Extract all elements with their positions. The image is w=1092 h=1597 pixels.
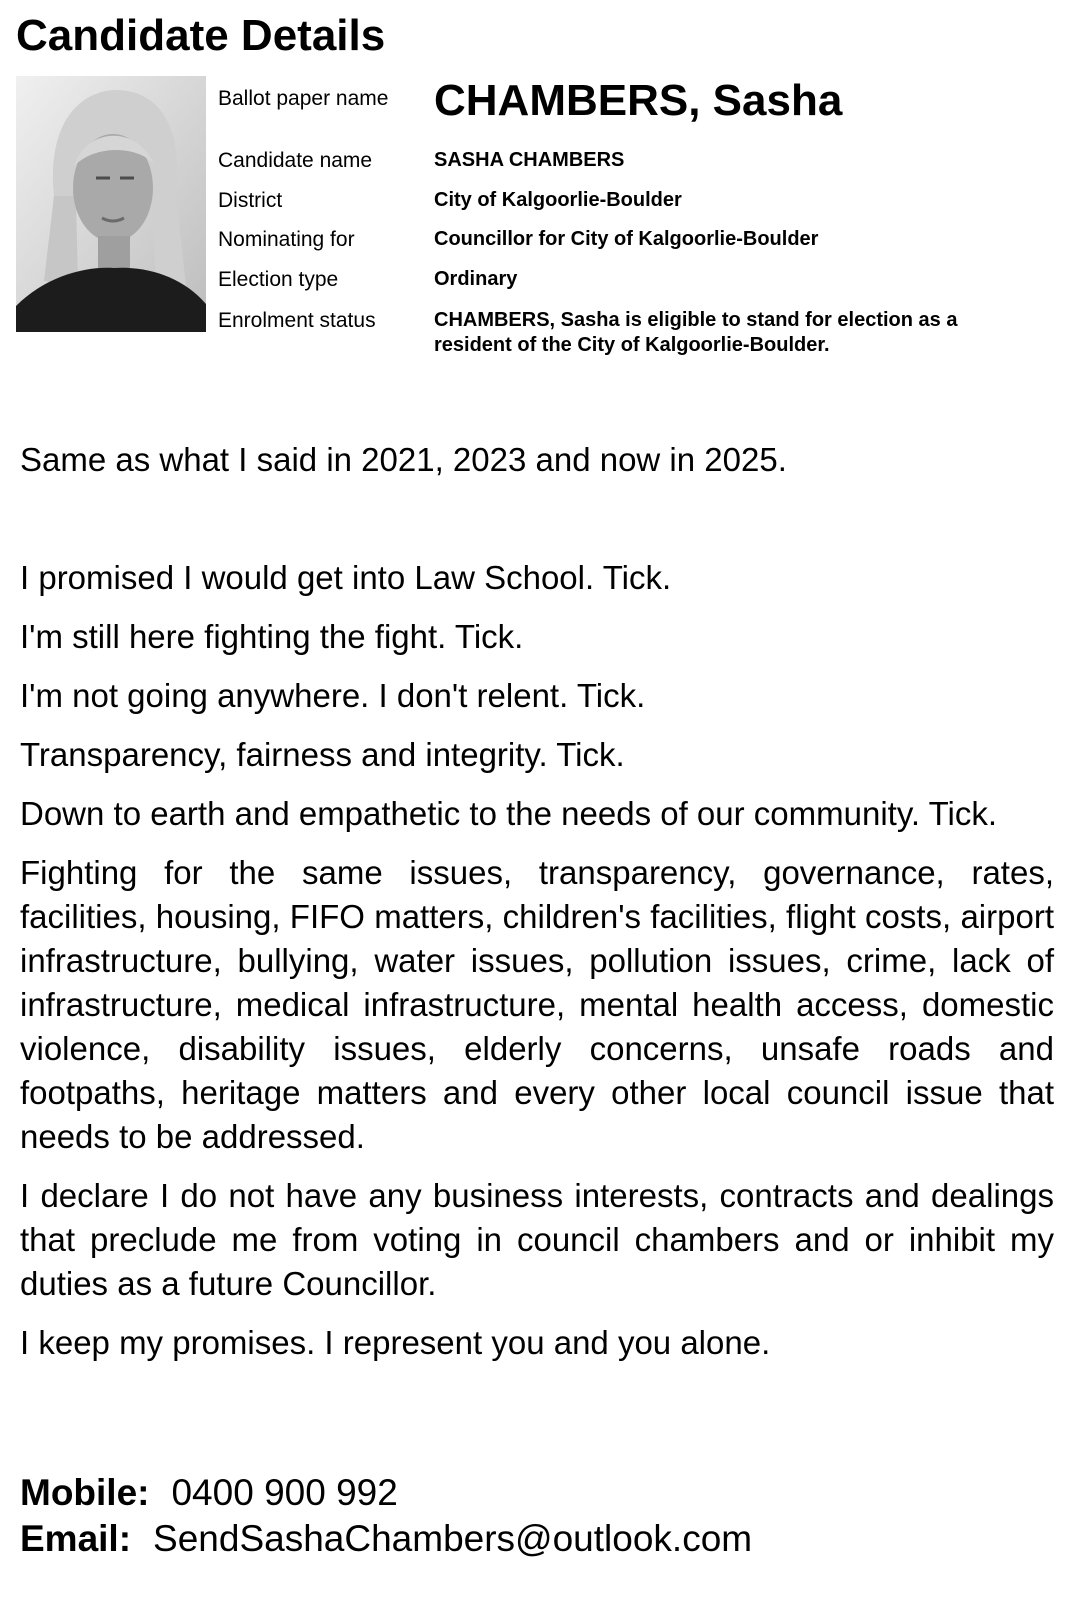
email-label: Email: (20, 1518, 132, 1559)
candidate-name-value: SASHA CHAMBERS (434, 149, 625, 171)
statement-paragraph: Down to earth and empathetic to the needs of our community. Tick. (20, 795, 998, 832)
statement-paragraph: I keep my promises. I represent you and you alone. (20, 1324, 771, 1361)
candidate-name-label: Candidate name (218, 149, 373, 172)
nominating-for-label: Nominating for (218, 228, 355, 251)
portrait-image (16, 76, 206, 332)
statement-paragraph: I declare I do not have any business interests, contracts and dealings that preclude me from voting in council chambers and or inhibit my duties as a future Councillor. (20, 1177, 1054, 1302)
enrolment-status-value: CHAMBERS, Sasha is eligible to stand for election as a resident of the City of Kalgoorlie-Boulder. (434, 309, 958, 356)
page-title: Candidate Details (16, 11, 386, 60)
election-type-value: Ordinary (434, 268, 518, 290)
email-address[interactable]: SendSashaChambers@outlook.com (153, 1518, 753, 1559)
district-label: District (218, 189, 283, 212)
statement-paragraph: Same as what I said in 2021, 2023 and now in 2025. (20, 441, 787, 478)
contact-details (20, 1470, 752, 1562)
candidate-photo (16, 76, 206, 332)
statement-paragraph: Fighting for the same issues, transparency, governance, rates, facilities, housing, FIFO matters, children's facilities, flight costs, airport infrastructure, bullying, water issues, pollution issues, crime, lack of infrastructure, medical infrastructure, mental health access, domestic violence, disability issues, elderly concerns, unsafe roads and footpaths, heritage matters and every other local council issue that needs to be addressed. (20, 854, 1054, 1155)
mobile-label: Mobile: (20, 1472, 150, 1513)
election-type-label: Election type (218, 268, 339, 291)
nominating-for-value: Councillor for City of Kalgoorlie-Boulder (434, 228, 819, 250)
district-value: City of Kalgoorlie-Boulder (434, 189, 682, 211)
candidate-statement (20, 438, 1054, 1380)
mobile-number: 0400 900 992 (171, 1472, 398, 1513)
statement-paragraph: I'm not going anywhere. I don't relent. Tick. (20, 677, 646, 714)
enrolment-status-label: Enrolment status (218, 309, 376, 332)
ballot-paper-name-value: CHAMBERS, Sasha (434, 76, 843, 125)
statement-paragraph: I'm still here fighting the fight. Tick. (20, 618, 524, 655)
mobile-row (20, 1470, 752, 1516)
ballot-paper-name-label: Ballot paper name (218, 87, 389, 110)
statement-paragraph: Transparency, fairness and integrity. Tick. (20, 736, 625, 773)
statement-paragraph: I promised I would get into Law School. Tick. (20, 559, 672, 596)
email-row (20, 1516, 752, 1562)
